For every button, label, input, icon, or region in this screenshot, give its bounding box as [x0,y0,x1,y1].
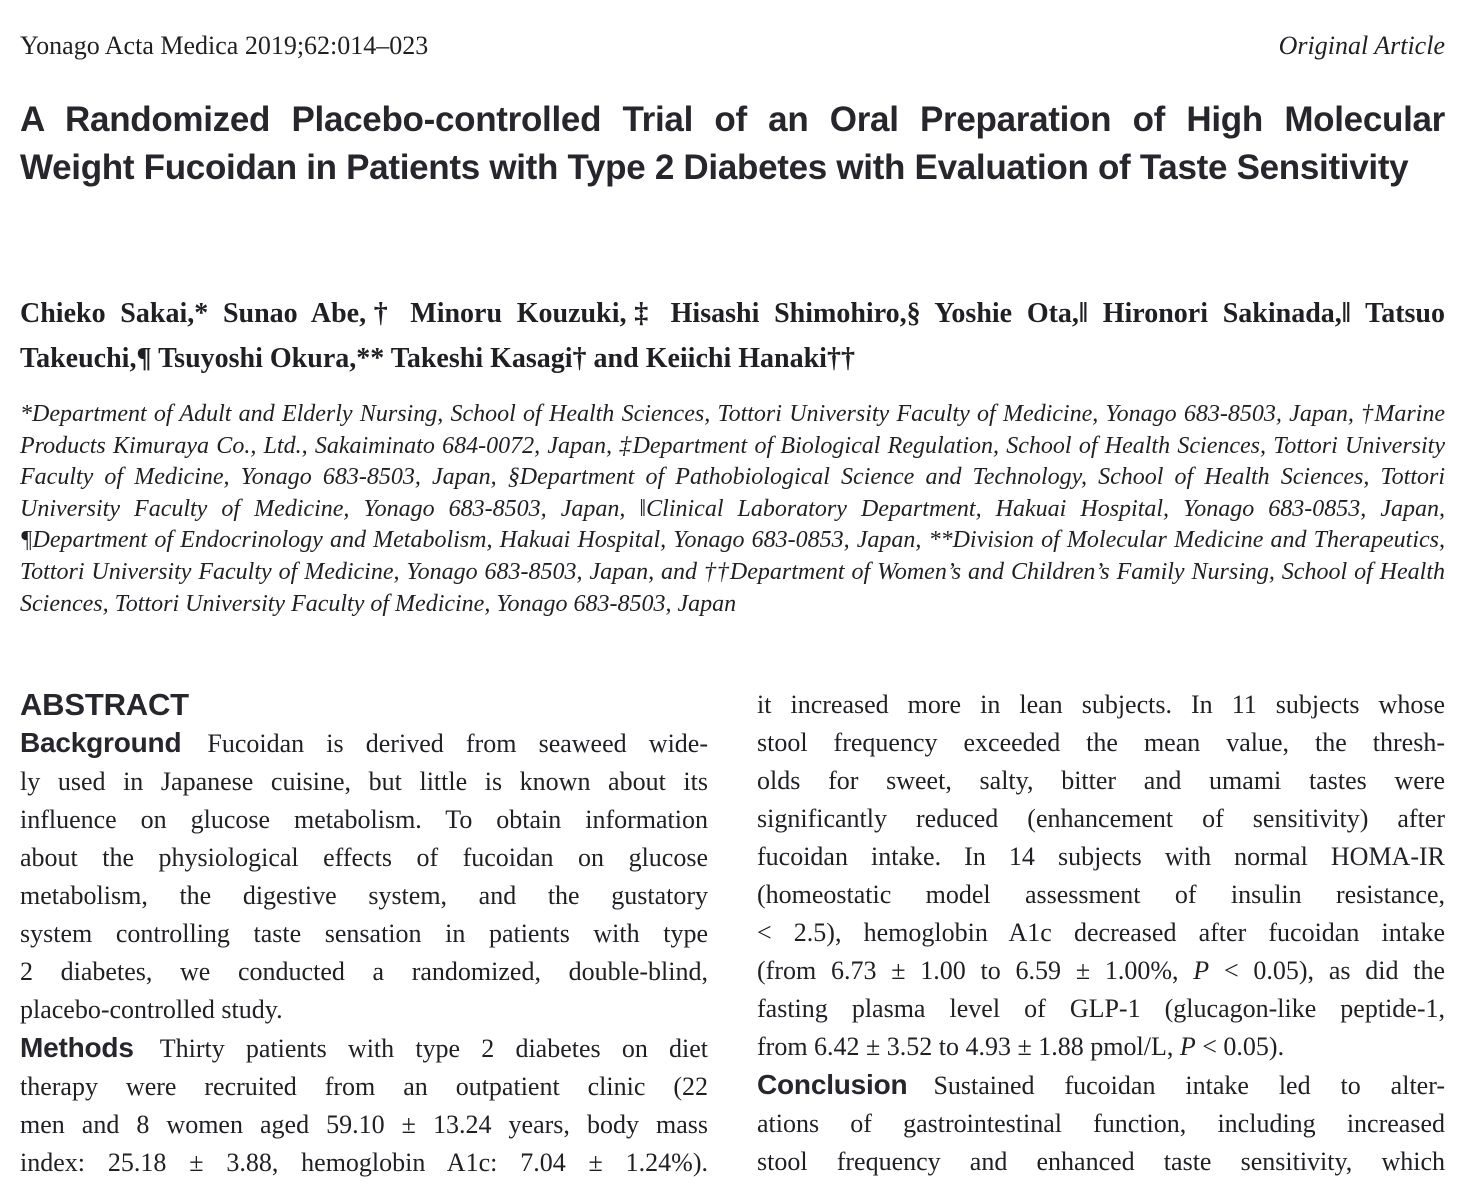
text-segment: Fucoidan is derived from seaweed wide- [207,729,708,758]
abstract-line [757,838,1445,876]
abstract-line [20,801,708,839]
text-segment: significantly reduced (enhancement of sensitivity) after [757,804,1445,833]
abstract-line [20,1029,708,1068]
text-segment: ly used in Japanese cuisine, but little is known about its [20,767,708,796]
text-segment: metabolism, the digestive system, and the gustatory [20,881,708,910]
abstract-columns [20,686,1445,1184]
abstract-line [757,762,1445,800]
text-segment: about the physiological effects of fucoidan on glucose [20,843,708,872]
abstract-line [757,1143,1445,1181]
abstract-right-lines [757,686,1445,1181]
author-list: Chieko Sakai,* Sunao Abe,† Minoru Kouzuki,‡ Hisashi Shimohiro,§ Yoshie Ota,‖ Hironori Sakinada,‖ Tatsuo Takeuchi,¶ Tsuyoshi Okura,** Takeshi Kasagi† and Keiichi Hanaki†† [20,298,1445,374]
text-segment: index: 25.18 ± 3.88, hemoglobin A1c: 7.04 ± 1.24%). [20,1148,708,1177]
text-segment: P [1193,956,1210,985]
text-segment: < 0.05). [1195,1032,1285,1061]
abstract-line [20,1144,708,1182]
section-label: Methods [20,1032,134,1063]
text-segment: stool frequency exceeded the mean value, the thresh- [757,728,1445,757]
text-segment: fucoidan intake. In 14 subjects with normal HOMA-IR [757,842,1445,871]
abstract-line [20,991,708,1029]
text-segment: (homeostatic model assessment of insulin resistance, [757,880,1445,909]
abstract-line [20,763,708,801]
text-segment: therapy were recruited from an outpatient clinic (22 [20,1072,708,1101]
text-segment: < 2.5), hemoglobin A1c decreased after fucoidan intake [757,918,1445,947]
text-segment: stool frequency and enhanced taste sensitivity, which [757,1147,1445,1176]
text-segment: it increased more in lean subjects. In 11 subjects whose [757,690,1445,719]
abstract-line [20,839,708,877]
abstract-line [20,915,708,953]
text-segment: (from 6.73 ± 1.00 to 6.59 ± 1.00%, [757,956,1194,985]
text-segment: influence on glucose metabolism. To obtain information [20,805,708,834]
abstract-line [757,914,1445,952]
article-title: A Randomized Placebo-controlled Trial of an Oral Preparation of High Molecular Weight Fucoidan in Patients with Type 2 Diabetes with Evaluation of Taste Sensitivity [20,100,1445,187]
abstract-line [757,1028,1445,1066]
abstract-column-left [20,686,708,1184]
abstract-line [20,1106,708,1144]
abstract-left-lines [20,724,708,1182]
text-segment: Thirty patients with type 2 diabetes on diet [159,1034,708,1063]
text-segment: olds for sweet, salty, bitter and umami tastes were [757,766,1445,795]
abstract-line [20,724,708,763]
abstract-line [757,990,1445,1028]
abstract-column-right [757,686,1445,1184]
text-segment: system controlling taste sensation in patients with type [20,919,708,948]
text-segment: fasting plasma level of GLP-1 (glucagon-like peptide-1, [757,994,1445,1023]
text-segment: Sustained fucoidan intake led to alter- [933,1071,1445,1100]
article-type-label: Original Article [1278,31,1445,60]
section-label: Conclusion [757,1069,908,1100]
text-segment: ations of gastrointestinal function, including increased [757,1109,1445,1138]
affiliations: *Department of Adult and Elderly Nursing, School of Health Sciences, Tottori University Faculty of Medicine, Yonago 683-8503, Japan, †Marine Products Kimuraya Co., Ltd., Sakaiminato 684-0072, Japan, ‡Department of Biological Regulation, School of Health Sciences, Tottori University Faculty of Medicine, Yonago 683-8503, Japan, §Department of Pathobiological Science and Technology, School of Health Sciences, Tottori University Faculty of Medicine, Yonago 683-8503, Japan, ‖Clinical Laboratory Department, Hakuai Hospital, Yonago 683-0853, Japan, ¶Department of Endocrinology and Metabolism, Hakuai Hospital, Yonago 683-0853, Japan, **Division of Molecular Medicine and Therapeutics, Tottori University Faculty of Medicine, Yonago 683-8503, Japan, and ††Department of Women’s and Children’s Family Nursing, School of Health Sciences, Tottori University Faculty of Medicine, Yonago 683-8503, Japan [20,401,1445,617]
abstract-line [20,953,708,991]
abstract-line [757,724,1445,762]
text-segment: placebo-controlled study. [20,995,283,1024]
text-segment: < 0.05), as did the [1209,956,1445,985]
abstract-line [757,876,1445,914]
abstract-heading: ABSTRACT [20,687,189,722]
section-label: Background [20,727,182,758]
abstract-line [757,1066,1445,1105]
text-segment: P [1179,1032,1196,1061]
abstract-line [20,1068,708,1106]
abstract-line [757,952,1445,990]
text-segment: men and 8 women aged 59.10 ± 13.24 years, body mass [20,1110,708,1139]
abstract-line [757,686,1445,724]
abstract-line [20,877,708,915]
abstract-line [757,800,1445,838]
abstract-line [757,1105,1445,1143]
text-segment: 2 diabetes, we conducted a randomized, double-blind, [20,957,708,986]
running-head [20,30,1445,62]
journal-citation: Yonago Acta Medica 2019;62:014–023 [20,31,429,60]
text-segment: from 6.42 ± 3.52 to 4.93 ± 1.88 pmol/L, [757,1032,1180,1061]
